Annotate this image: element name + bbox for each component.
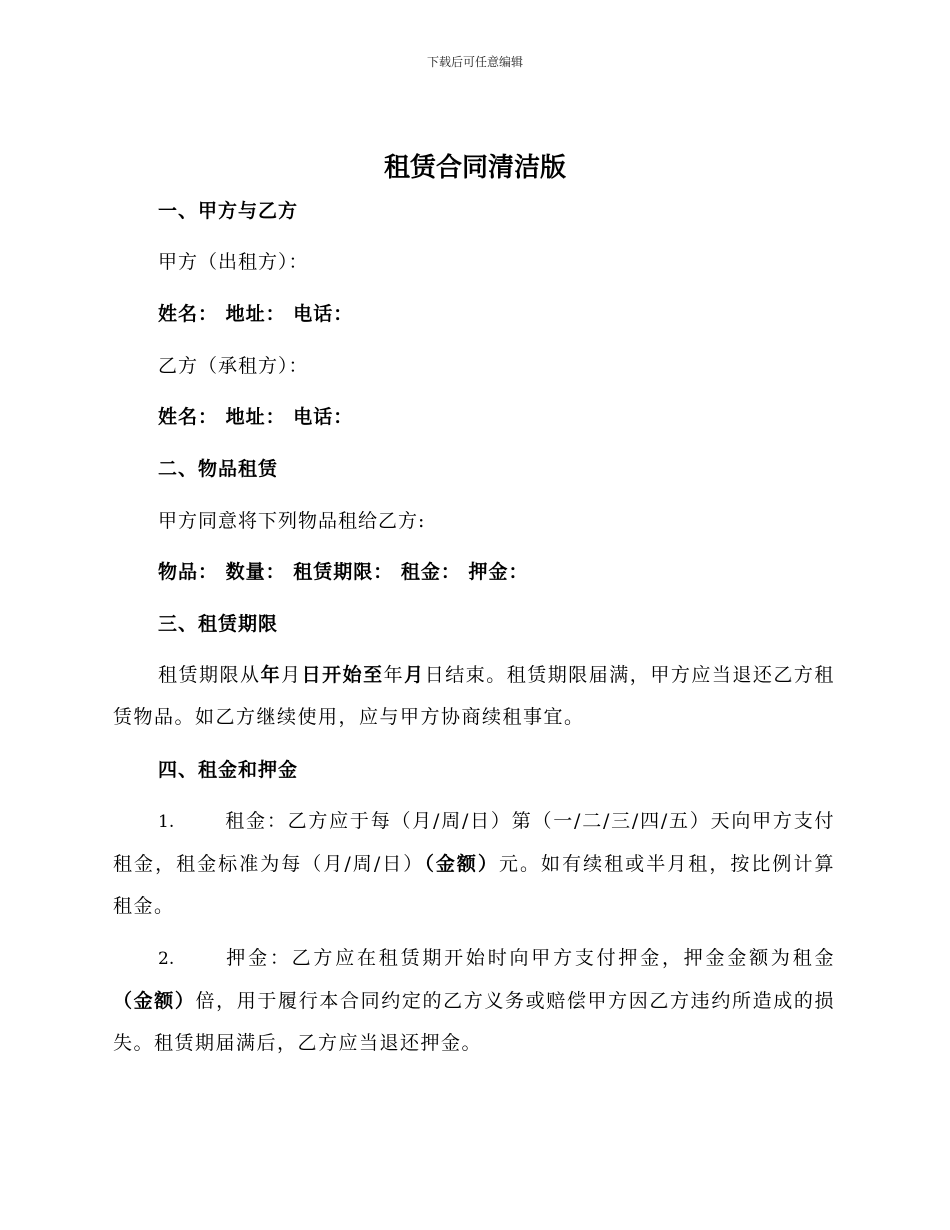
rent-clause-text-end: 元。如有续租或半月租，按比例计算租金。 [113, 853, 835, 917]
rent-clause [113, 800, 835, 927]
term-text-start: 租赁期限从 [158, 664, 261, 686]
deposit-amount-placeholder: （金额） [113, 990, 196, 1012]
rent-clause-number: 1. [158, 812, 175, 832]
party-a-label: 甲方（出租方）： [158, 251, 309, 273]
deposit-clause-text-end: 倍，用于履行本合同约定的乙方义务或赔偿甲方因乙方违约所造成的损失。租赁期届满后，乙方应当退还押金。 [113, 990, 835, 1054]
header-note: 下载后可任意编辑 [426, 55, 523, 69]
section-4-heading: 四、租金和押金 [158, 759, 299, 781]
deposit-clause-number: 2. [158, 949, 175, 969]
section-1-heading: 一、甲方与乙方 [158, 200, 299, 222]
term-month-end: 月 [404, 664, 425, 686]
party-a-fields: 姓名： 地址： 电话： [158, 303, 354, 325]
party-b-fields: 姓名： 地址： 电话： [158, 406, 354, 428]
deposit-clause-text-start: 押金：乙方应在租赁期开始时向甲方支付押金，押金金额为租金 [225, 947, 835, 969]
deposit-clause [113, 937, 835, 1064]
term-text-end: 日结束。租赁期限届满，甲方应当退还乙方租赁物品。如乙方继续使用，应与甲方协商续租事宜。 [113, 664, 835, 728]
rent-clause-text-start: 租金：乙方应于每（月/周/日）第（一/二/三/四/五）天向甲方支付租金，租金标准为每（月/周/日） [113, 810, 835, 875]
term-year-end: 年 [383, 664, 405, 686]
party-b-label: 乙方（承租方）： [158, 355, 309, 377]
term-day-start: 日开始至 [301, 664, 384, 686]
term-year-start: 年 [260, 664, 282, 686]
rent-amount-placeholder: （金额） [424, 853, 499, 875]
section-2-heading: 二、物品租赁 [158, 458, 279, 480]
section-2-intro: 甲方同意将下列物品租给乙方: [158, 510, 426, 532]
document-title: 租赁合同清洁版 [383, 153, 566, 183]
section-2-fields: 物品： 数量： 租赁期限： 租金： 押金： [158, 561, 529, 583]
term-month-start: 月 [281, 664, 302, 686]
section-3-heading: 三、租赁期限 [158, 613, 279, 635]
section-3-paragraph [113, 654, 835, 738]
